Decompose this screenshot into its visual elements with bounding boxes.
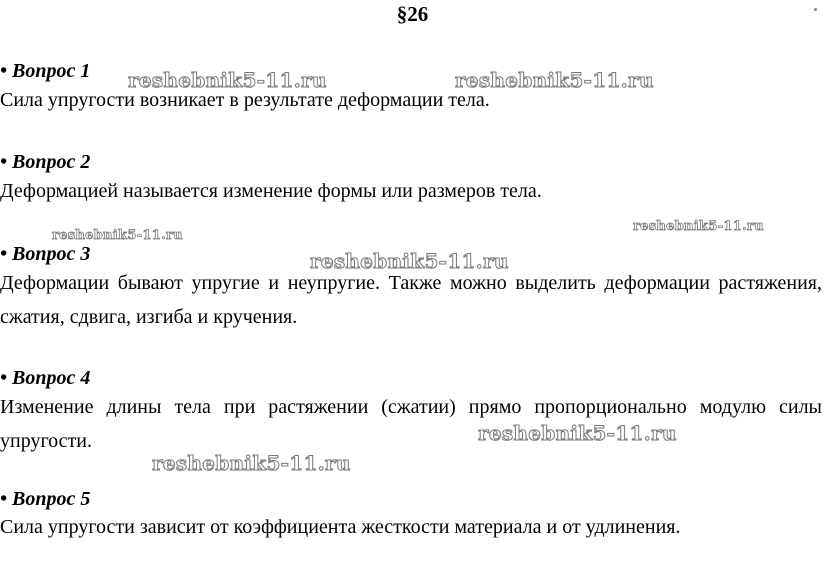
corner-dot [814, 8, 817, 11]
watermark: reshebnik5-11.ru [310, 249, 509, 273]
watermark: reshebnik5-11.ru [128, 68, 327, 92]
watermark: reshebnik5-11.ru [152, 451, 351, 475]
question-5-answer: Сила упругости зависит от коэффициента жесткости материала и от удлинения. [0, 516, 681, 538]
question-5-heading: • Вопрос 5 [0, 488, 91, 510]
page-title: §26 [396, 2, 429, 26]
watermark: reshebnik5-11.ru [52, 228, 183, 243]
question-2-answer: Деформацией называется изменение формы или размеров тела. [0, 180, 542, 202]
watermark: reshebnik5-11.ru [478, 421, 677, 445]
watermark: reshebnik5-11.ru [633, 219, 764, 234]
question-3-answer: Деформации бывают упругие и неупругие. Также можно выделить деформации растяжения, сжатия, сдвига, изгиба и кручения. [0, 272, 822, 328]
question-3-heading: • Вопрос 3 [0, 243, 91, 265]
question-4-answer: Изменение длины тела при растяжении (сжатии) прямо пропорционально модулю силы упругости. [0, 396, 822, 452]
question-1-answer: Сила упругости возникает в результате деформации тела. [0, 89, 490, 111]
question-2-heading: • Вопрос 2 [0, 151, 91, 173]
question-4-heading: • Вопрос 4 [0, 367, 91, 389]
watermark: reshebnik5-11.ru [455, 68, 654, 92]
question-1-heading: • Вопрос 1 [0, 60, 91, 82]
